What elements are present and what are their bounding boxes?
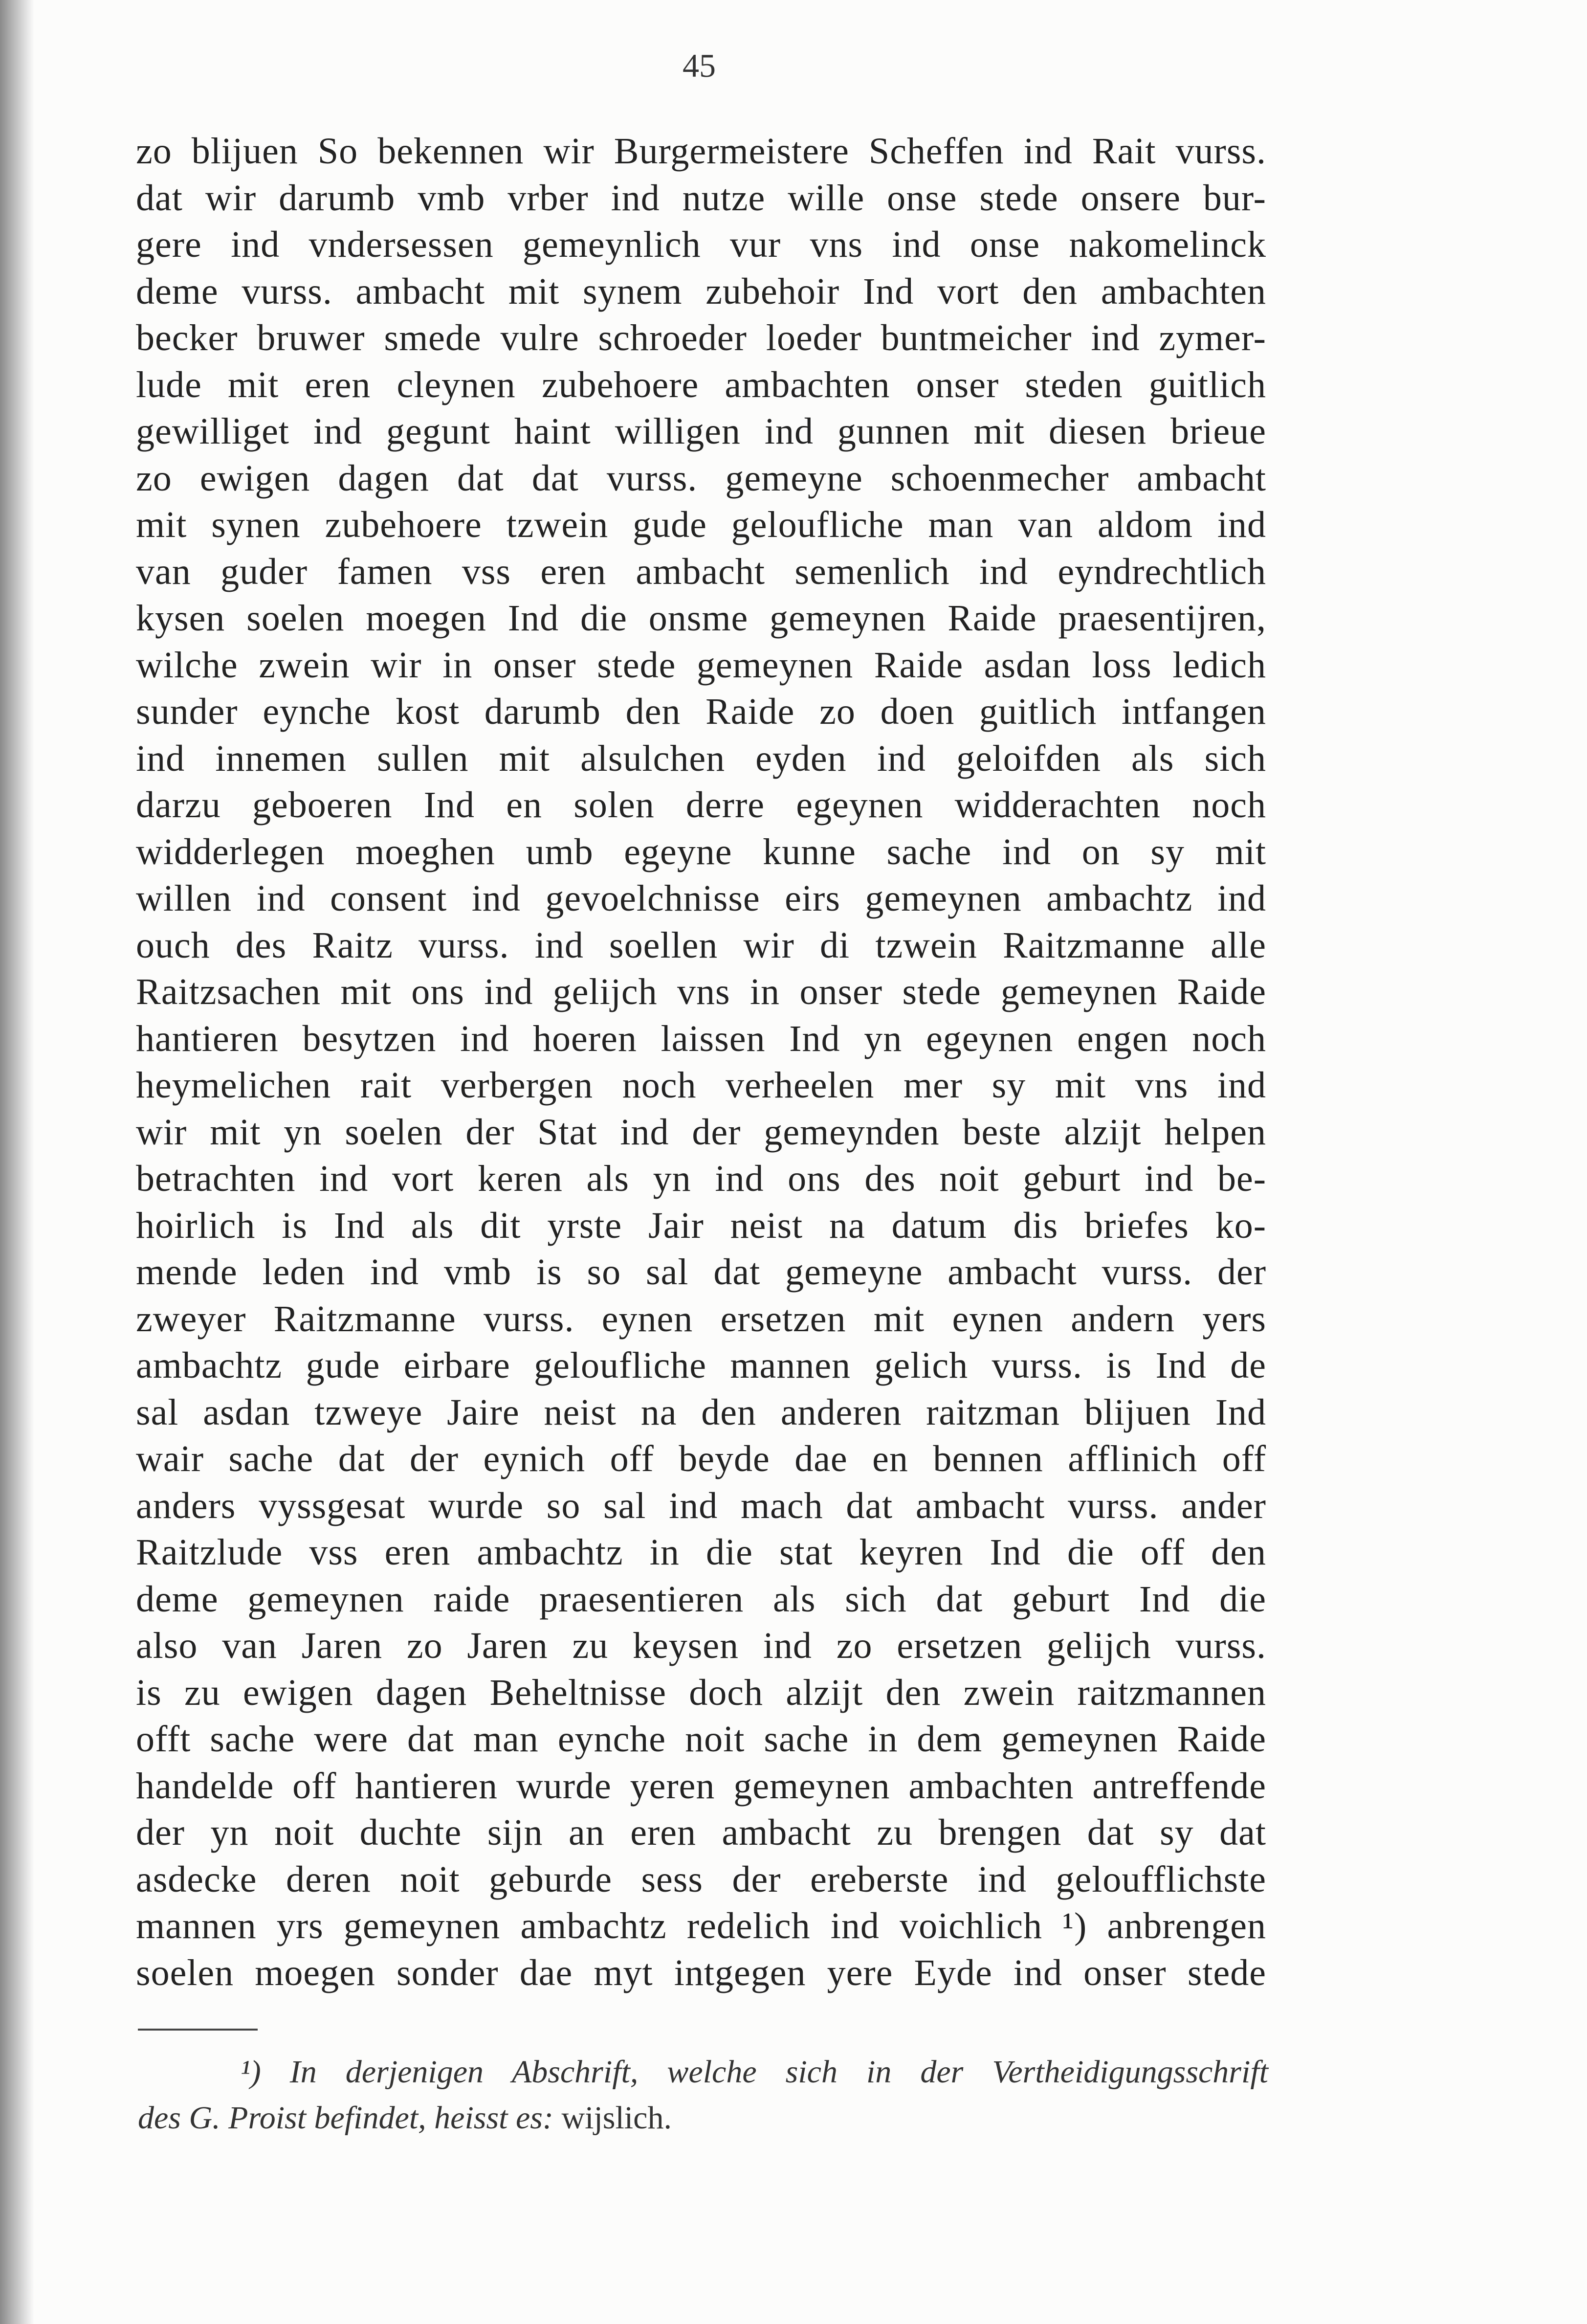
footnote-marker: ¹) (241, 2054, 261, 2090)
text-line: asdecke deren noit geburde sess der ereberste ind geloufflichste (136, 1858, 1266, 1900)
text-line: mit synen zubehoere tzwein gude geloufliche man van aldom ind (136, 504, 1266, 545)
text-line: dat wir darumb vmb vrber ind nutze wille onse stede onsere bur- (136, 177, 1266, 219)
footnote-line-2 (138, 2095, 1268, 2141)
text-line: hoirlich is Ind als dit yrste Jair neist na datum dis briefes ko- (136, 1205, 1266, 1246)
text-line: Raitzsachen mit ons ind gelijch vns in onser stede gemeynen Raide (136, 971, 1266, 1012)
text-line: wilche zwein wir in onser stede gemeynen Raide asdan loss ledich (136, 644, 1266, 686)
page-number: 45 (683, 47, 716, 84)
text-line: gewilliget ind gegunt haint willigen ind gunnen mit diesen brieue (136, 411, 1266, 452)
footnote-quoted-word: wijslich. (561, 2100, 672, 2136)
text-line: offt sache were dat man eynche noit sache in dem gemeynen Raide (136, 1719, 1266, 1760)
text-line: Raitzlude vss eren ambachtz in die stat keyren Ind die off den (136, 1532, 1266, 1573)
text-line: anders vyssgesat wurde so sal ind mach dat ambacht vurss. ander (136, 1485, 1266, 1526)
text-line: der yn noit duchte sijn an eren ambacht zu brengen dat sy dat (136, 1812, 1266, 1853)
text-line: ouch des Raitz vurss. ind soellen wir di tzwein Raitzmanne alle (136, 924, 1266, 966)
text-line: handelde off hantieren wurde yeren gemeynen ambachten antreffende (136, 1765, 1266, 1807)
footnote-text: des G. Proist befindet, heisst es: (138, 2100, 553, 2136)
text-line: hantieren besytzen ind hoeren laissen Ind yn egeynen engen noch (136, 1018, 1266, 1059)
text-line: zo ewigen dagen dat dat vurss. gemeyne schoenmecher ambacht (136, 457, 1266, 499)
footnote-text: In derjenigen Abschrift, welche sich in der Vertheidigungsschrift (289, 2054, 1269, 2090)
scan-page-edge-shadow (0, 0, 34, 2324)
text-line: willen ind consent ind gevoelchnisse eirs gemeynen ambachtz ind (136, 878, 1266, 919)
text-line: deme gemeynen raide praesentieren als sich dat geburt Ind die (136, 1578, 1266, 1620)
text-line: wair sache dat der eynich off beyde dae en bennen afflinich off (136, 1438, 1266, 1479)
text-line: sunder eynche kost darumb den Raide zo doen guitlich intfangen (136, 691, 1266, 732)
footnote (138, 2049, 1268, 2141)
text-line: zo blijuen So bekennen wir Burgermeistere Scheffen ind Rait vurss. (136, 131, 1266, 172)
text-line: wir mit yn soelen der Stat ind der gemeynden beste alzijt helpen (136, 1111, 1266, 1153)
text-line: zweyer Raitzmanne vurss. eynen ersetzen mit eynen andern yers (136, 1298, 1266, 1340)
text-line: sal asdan tzweye Jaire neist na den anderen raitzman blijuen Ind (136, 1391, 1266, 1433)
text-line: mannen yrs gemeynen ambachtz redelich ind voichlich ¹) anbrengen (136, 1905, 1266, 1946)
text-line: becker bruwer smede vulre schroeder loeder buntmeicher ind zymer- (136, 317, 1266, 358)
footnote-separator (138, 2029, 258, 2031)
body-text (136, 128, 1266, 1996)
text-line: also van Jaren zo Jaren zu keysen ind zo ersetzen gelijch vurss. (136, 1625, 1266, 1666)
text-line: heymelichen rait verbergen noch verheelen mer sy mit vns ind (136, 1065, 1266, 1106)
text-line: lude mit eren cleynen zubehoere ambachten onser steden guitlich (136, 364, 1266, 405)
text-line: soelen moegen sonder dae myt intgegen yere Eyde ind onser stede (136, 1952, 1266, 1993)
text-line: is zu ewigen dagen Beheltnisse doch alzijt den zwein raitzmannen (136, 1672, 1266, 1713)
footnote-line-1 (138, 2049, 1268, 2095)
text-line: mende leden ind vmb is so sal dat gemeyne ambacht vurss. der (136, 1251, 1266, 1293)
text-line: ambachtz gude eirbare geloufliche mannen gelich vurss. is Ind de (136, 1345, 1266, 1386)
text-line: van guder famen vss eren ambacht semenlich ind eyndrechtlich (136, 551, 1266, 592)
text-line: darzu geboeren Ind en solen derre egeynen widderachten noch (136, 784, 1266, 826)
text-line: kysen soelen moegen Ind die onsme gemeynen Raide praesentijren, (136, 598, 1266, 639)
text-line: gere ind vndersessen gemeynlich vur vns ind onse nakomelinck (136, 224, 1266, 265)
text-line: widderlegen moeghen umb egeyne kunne sache ind on sy mit (136, 831, 1266, 872)
text-line: ind innemen sullen mit alsulchen eyden ind geloifden als sich (136, 737, 1266, 779)
text-line: deme vurss. ambacht mit synem zubehoir Ind vort den ambachten (136, 270, 1266, 312)
text-line: betrachten ind vort keren als yn ind ons des noit geburt ind be- (136, 1158, 1266, 1199)
